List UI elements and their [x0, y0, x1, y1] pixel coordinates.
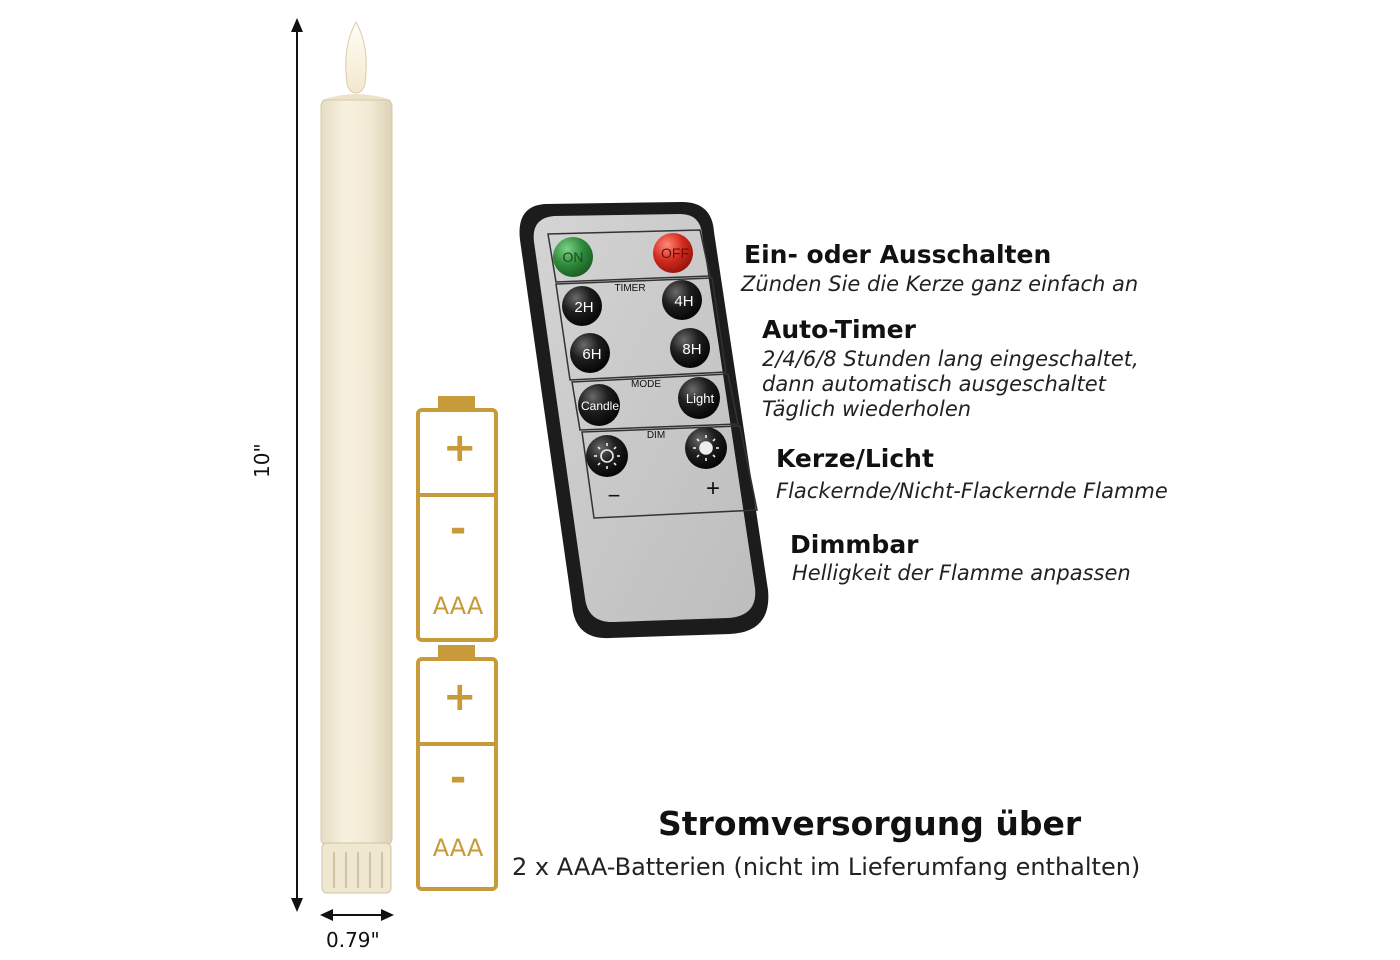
- off-label: OFF: [661, 245, 689, 261]
- feature-text-timer-2: dann automatisch ausgeschaltet: [762, 372, 1106, 396]
- dim-plus-label: +: [705, 475, 721, 502]
- candle-base: [322, 843, 391, 893]
- feature-text-dim-1: Helligkeit der Flamme anpassen: [792, 561, 1131, 585]
- flame-icon: [346, 22, 367, 93]
- mode-light-label: Light: [685, 391, 715, 406]
- timer-8h-label: 8H: [682, 341, 702, 358]
- mode-candle-label: Candle: [580, 399, 620, 413]
- battery-minus-2: -: [449, 755, 467, 801]
- feature-title-onoff: Ein- oder Ausschalten: [744, 240, 1052, 269]
- feature-title-timer: Auto-Timer: [762, 315, 916, 344]
- feature-text-mode-1: Flackernde/Nicht-Flackernde Flamme: [776, 479, 1168, 503]
- dim-minus-label: −: [607, 483, 621, 508]
- battery-type-1: AAA: [432, 592, 484, 620]
- battery-plus-1: +: [443, 425, 477, 471]
- dim-section-label: DIM: [646, 430, 666, 441]
- dim-minus-button[interactable]: [586, 435, 628, 477]
- width-dimension-line: [320, 909, 394, 921]
- candle-body: [321, 100, 392, 845]
- feature-title-dim: Dimmbar: [790, 530, 919, 559]
- battery-minus-1: -: [449, 506, 467, 552]
- remote-control: [520, 202, 769, 638]
- timer-2h-label: 2H: [574, 299, 594, 316]
- timer-section-label: TIMER: [614, 283, 646, 294]
- battery-plus-2: +: [443, 674, 477, 720]
- mode-section-label: MODE: [631, 379, 661, 390]
- feature-text-timer-3: Täglich wiederholen: [762, 397, 972, 421]
- battery-type-2: AAA: [432, 834, 484, 862]
- power-title: Stromversorgung über: [658, 804, 1082, 843]
- on-label: ON: [562, 249, 584, 265]
- timer-4h-label: 4H: [674, 293, 694, 310]
- power-subtitle: 2 x AAA-Batterien (nicht im Lieferumfang enthalten): [512, 853, 1141, 881]
- width-label: 0.79": [326, 928, 380, 952]
- height-label: 10": [250, 443, 274, 478]
- height-dimension-line: [291, 18, 303, 912]
- timer-6h-label: 6H: [582, 346, 602, 363]
- feature-text-timer-1: 2/4/6/8 Stunden lang eingeschaltet,: [762, 347, 1139, 371]
- feature-text-onoff-1: Zünden Sie die Kerze ganz einfach an: [741, 272, 1139, 296]
- feature-title-mode: Kerze/Licht: [776, 444, 934, 473]
